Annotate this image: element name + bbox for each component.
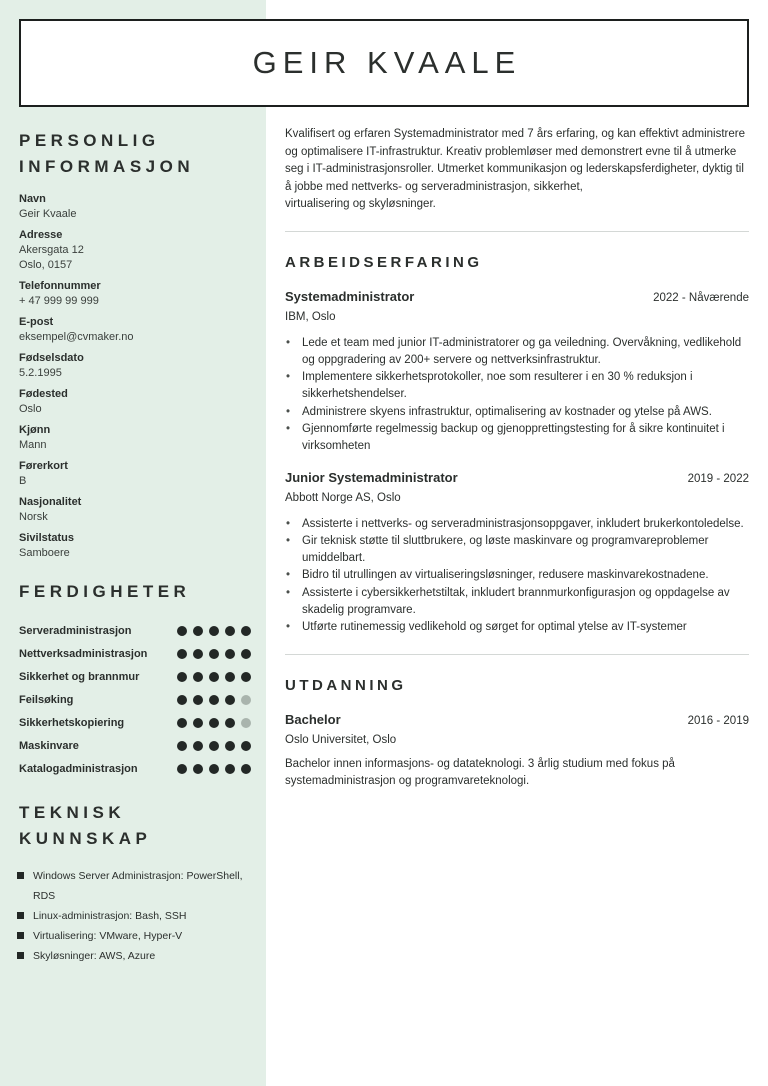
info-value: + 47 999 99 999 <box>19 295 99 307</box>
job-bullet: • Assisterte i cybersikkerhetstiltak, inkludert brannmurkonfigurasjon og oppdagelse av skadelig programvare. <box>302 585 749 620</box>
info-item <box>19 495 251 525</box>
info-label: Kjønn <box>19 424 51 436</box>
skill-rating <box>177 672 251 682</box>
rating-dot-filled <box>193 626 203 636</box>
info-label: Navn <box>19 193 46 205</box>
job-bullet: • Gjennomførte regelmessig backup og gjenopprettingstesting for å sikre kontinuitet i virksomheten <box>302 421 749 456</box>
info-label: Telefonnummer <box>19 280 101 292</box>
rating-dot-filled <box>209 695 219 705</box>
rating-dot-filled <box>177 626 187 636</box>
info-label: Adresse <box>19 229 63 241</box>
job-bullet: • Bidro til utrullingen av virtualiseringsløsninger, redusere maskinvarekostnadene. <box>302 567 749 584</box>
skill-row <box>19 734 251 757</box>
rating-dot-filled <box>225 672 235 682</box>
education-description: Bachelor innen informasjons- og datateknologi. 3 årlig studium med fokus på systemadministrasjon og programvareteknologi. <box>285 757 675 788</box>
info-value: Akersgata 12 Oslo, 0157 <box>19 244 84 271</box>
skill-row <box>19 642 251 665</box>
info-item <box>19 279 251 309</box>
info-label: Fødselsdato <box>19 352 84 364</box>
section-divider <box>285 231 749 232</box>
skill-rating <box>177 649 251 659</box>
info-value: Norsk <box>19 511 48 523</box>
rating-dot-filled <box>225 718 235 728</box>
square-bullet-icon <box>17 932 24 939</box>
job-entry <box>285 470 749 637</box>
job-bullet: • Gir teknisk støtte til sluttbrukere, og løste maskinvare og programvareproblemer umiddelbart. <box>302 533 749 568</box>
rating-dot-filled <box>209 672 219 682</box>
skill-rating <box>177 626 251 636</box>
education-institution: Oslo Universitet, Oslo <box>285 733 397 746</box>
rating-dot-filled <box>241 764 251 774</box>
info-label: Nasjonalitet <box>19 496 82 508</box>
tech-item-text: Virtualisering: VMware, Hyper-V <box>33 930 183 942</box>
tech-item <box>19 866 251 906</box>
job-bullet: • Utførte rutinemessig vedlikehold og sørget for optimal ytelse av IT-systemer <box>302 619 749 636</box>
info-label: Sivilstatus <box>19 532 75 544</box>
rating-dot-filled <box>241 649 251 659</box>
job-header <box>285 289 749 304</box>
tech-item <box>19 906 251 926</box>
rating-dot-filled <box>193 764 203 774</box>
education-date: 2016 - 2019 <box>687 714 749 727</box>
skill-rating <box>177 764 251 774</box>
skill-label: Katalogadministrasjon <box>19 762 138 775</box>
info-label: E-post <box>19 316 54 328</box>
rating-dot-filled <box>225 695 235 705</box>
name-header <box>19 19 749 107</box>
info-item <box>19 423 251 453</box>
personal-info-list <box>19 192 251 561</box>
skill-rating <box>177 718 251 728</box>
job-bullet: • Lede et team med junior IT-administratorer og ga veiledning. Overvåkning, vedlikehold og oppgradering av 200+ servere og nettverksinfrastruktur. <box>302 335 749 370</box>
rating-dot-empty <box>241 718 251 728</box>
sidebar-content <box>19 128 251 982</box>
job-header <box>285 470 749 485</box>
skills-list <box>19 619 251 780</box>
info-value: B <box>19 475 27 487</box>
info-item <box>19 315 251 345</box>
candidate-name: GEIR KVAALE <box>252 45 522 80</box>
job-bullet: • Assisterte i nettverks- og serveradministrasjonsoppgaver, inkludert brukerkontoledelse. <box>302 516 749 533</box>
square-bullet-icon <box>17 952 24 959</box>
skill-rating <box>177 741 251 751</box>
info-item <box>19 531 251 561</box>
rating-dot-filled <box>241 741 251 751</box>
rating-dot-filled <box>209 649 219 659</box>
rating-dot-filled <box>177 741 187 751</box>
rating-dot-filled <box>225 741 235 751</box>
skill-row <box>19 619 251 642</box>
rating-dot-filled <box>209 718 219 728</box>
rating-dot-filled <box>225 649 235 659</box>
rating-dot-filled <box>193 649 203 659</box>
skills-heading: FERDIGHETER <box>19 582 191 601</box>
rating-dot-filled <box>177 649 187 659</box>
rating-dot-filled <box>225 764 235 774</box>
rating-dot-filled <box>209 741 219 751</box>
education-header <box>285 712 749 727</box>
rating-dot-filled <box>177 695 187 705</box>
rating-dot-filled <box>193 672 203 682</box>
job-title: Systemadministrator <box>285 288 415 304</box>
square-bullet-icon <box>17 872 24 879</box>
tech-item <box>19 946 251 966</box>
skill-label: Sikkerhet og brannmur <box>19 670 140 683</box>
info-item <box>19 459 251 489</box>
info-item <box>19 192 251 222</box>
personal-info-heading: PERSONLIG INFORMASJON <box>19 131 195 176</box>
job-employer: IBM, Oslo <box>285 310 336 323</box>
rating-dot-filled <box>193 741 203 751</box>
education-heading: UTDANNING <box>285 676 407 694</box>
main-content <box>285 126 749 805</box>
skill-row <box>19 665 251 688</box>
profile-summary: Kvalifisert og erfaren Systemadministrator med 7 års erfaring, og kan effektivt administrere og optimalisere IT-infrastruktur. Kreativ problemløser med demonstrert evne til å utmerke seg i IT-administrasjonsroller. Utmerket kommunikasjon og lederskapsferdigheter, dyktig til å jobbe med nettverks- og serveradministrasjon, sikkerhet, virtualisering og skyløsninger. <box>285 128 745 210</box>
skill-row <box>19 688 251 711</box>
rating-dot-filled <box>225 626 235 636</box>
job-title: Junior Systemadministrator <box>285 469 458 485</box>
job-bullets <box>285 335 749 456</box>
skill-label: Serveradministrasjon <box>19 624 132 637</box>
info-value: Oslo <box>19 403 42 415</box>
rating-dot-filled <box>241 672 251 682</box>
rating-dot-filled <box>177 718 187 728</box>
job-bullets <box>285 516 749 637</box>
tech-item-text: Skyløsninger: AWS, Azure <box>33 950 156 962</box>
rating-dot-filled <box>177 672 187 682</box>
info-item <box>19 351 251 381</box>
rating-dot-empty <box>241 695 251 705</box>
job-bullet: • Implementere sikkerhetsprotokoller, noe som resulterer i en 30 % reduksjon i sikkerhetshendelser. <box>302 369 749 404</box>
rating-dot-filled <box>241 626 251 636</box>
info-label: Førerkort <box>19 460 68 472</box>
tech-item-text: Windows Server Administrasjon: PowerShell, RDS <box>33 870 243 902</box>
rating-dot-filled <box>209 764 219 774</box>
info-value: Samboere <box>19 547 70 559</box>
info-label: Fødested <box>19 388 68 400</box>
job-date: 2022 - Nåværende <box>653 291 749 304</box>
job-entry <box>285 289 749 456</box>
rating-dot-filled <box>193 695 203 705</box>
info-value: eksempel@cvmaker.no <box>19 331 134 343</box>
skill-label: Sikkerhetskopiering <box>19 716 125 729</box>
info-item <box>19 228 251 273</box>
skill-rating <box>177 695 251 705</box>
tech-list <box>19 866 251 966</box>
skill-label: Maskinvare <box>19 739 79 752</box>
rating-dot-filled <box>177 764 187 774</box>
skill-row <box>19 757 251 780</box>
info-value: Mann <box>19 439 47 451</box>
tech-heading: TEKNISK KUNNSKAP <box>19 803 152 848</box>
skill-label: Feilsøking <box>19 693 74 706</box>
experience-heading: ARBEIDSERFARING <box>285 253 483 271</box>
section-divider <box>285 654 749 655</box>
skill-label: Nettverksadministrasjon <box>19 647 148 660</box>
rating-dot-filled <box>209 626 219 636</box>
skill-row <box>19 711 251 734</box>
job-date: 2019 - 2022 <box>687 472 749 485</box>
info-value: 5.2.1995 <box>19 367 62 379</box>
square-bullet-icon <box>17 912 24 919</box>
rating-dot-filled <box>193 718 203 728</box>
education-entry <box>285 712 749 791</box>
tech-item <box>19 926 251 946</box>
info-value: Geir Kvaale <box>19 208 77 220</box>
job-employer: Abbott Norge AS, Oslo <box>285 491 401 504</box>
info-item <box>19 387 251 417</box>
job-bullet: • Administrere skyens infrastruktur, optimalisering av kostnader og ytelse på AWS. <box>302 404 749 421</box>
degree-title: Bachelor <box>285 711 341 727</box>
tech-item-text: Linux-administrasjon: Bash, SSH <box>33 910 187 922</box>
